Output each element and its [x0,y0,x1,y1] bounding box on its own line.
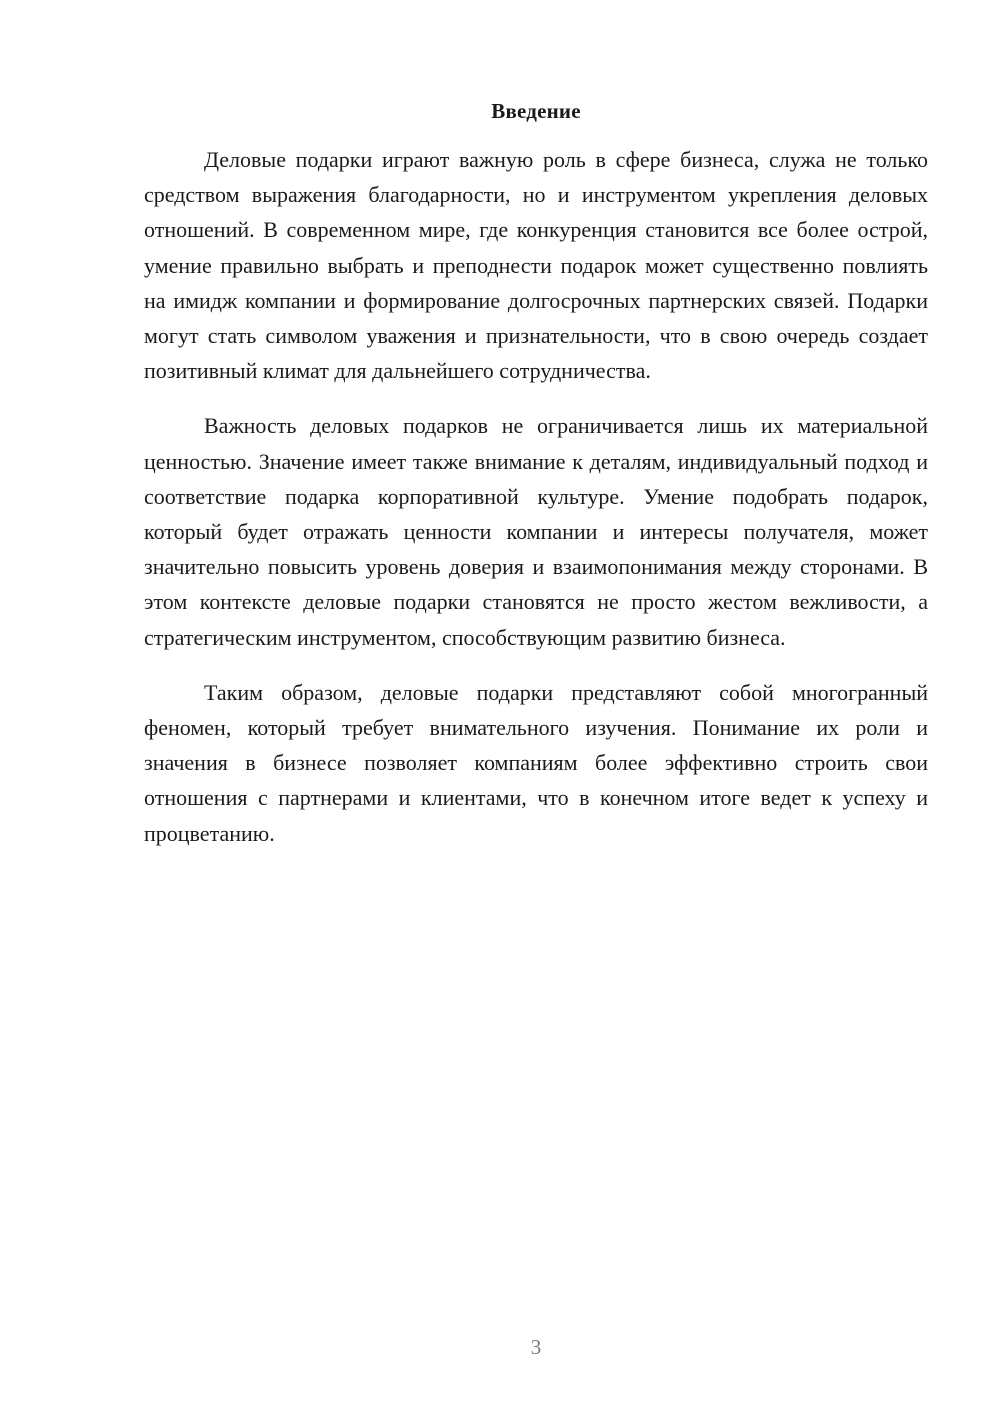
paragraph-1: Деловые подарки играют важную роль в сфере бизнеса, служа не только средством выражения благодарности, но и инструментом укрепления деловых отношений. В современном мире, где конкуренция становится все более острой, умение правильно выбрать и преподнести подарок может существенно повлиять на имидж компании и формирование долгосрочных партнерских связей. Подарки могут стать символом уважения и признательности, что в свою очередь создает позитивный климат для дальнейшего сотрудничества. [144,147,928,384]
body-text [144,142,928,871]
paragraph-2: Важность деловых подарков не ограничивается лишь их материальной ценностью. Значение имеет также внимание к деталям, индивидуальный подход и соответствие подарка корпоративной культуре. Умение подобрать подарок, который будет отражать ценности компании и интересы получателя, может значительно повысить уровень доверия и взаимопонимания между сторонами. В этом контексте деловые подарки становятся не просто жестом вежливости, а стратегическим инструментом, способствующим развитию бизнеса. [144,413,928,650]
paragraph-3: Таким образом, деловые подарки представляют собой многогранный феномен, который требует внимательного изучения. Понимание их роли и значения в бизнесе позволяет компаниям более эффективно строить свои отношения с партнерами и клиентами, что в конечном итоге ведет к успеху и процветанию. [144,679,928,846]
section-heading: Введение [491,99,581,123]
page-number: 3 [530,1335,542,1359]
